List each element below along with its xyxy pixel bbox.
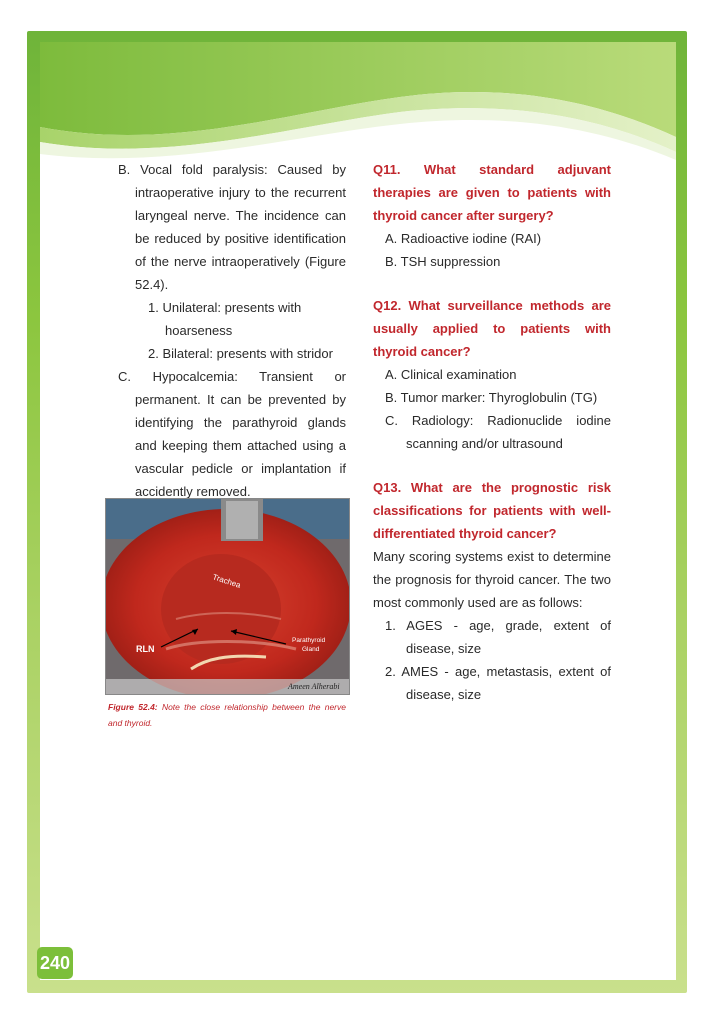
q11-answer-b: B. TSH suppression xyxy=(385,254,501,269)
label-parathyroid: Parathyroid xyxy=(292,637,326,644)
page-number: 240 xyxy=(37,947,73,979)
surgical-figure xyxy=(105,498,350,695)
figure-caption xyxy=(108,699,346,731)
q13-body: Many scoring systems exist to determine the prognosis for thyroid cancer. The two most commonly used are as follows: xyxy=(373,549,611,610)
header-wave-decoration xyxy=(40,42,676,162)
complication-b: B. Vocal fold paralysis: Caused by intraoperative injury to the recurrent laryngeal nerve. The incidence can be reduced by positive identification of the nerve intraoperatively (Figure 52.4). xyxy=(118,162,346,292)
question-q13: Q13. What are the prognostic risk classifications for patients with well-differentiated thyroid cancer? xyxy=(373,480,611,541)
q13-list-item-1: 1. AGES - age, grade, extent of disease, size xyxy=(385,618,611,656)
question-q12: Q12. What surveillance methods are usually applied to patients with thyroid cancer? xyxy=(373,298,611,359)
figure-caption-text: Note the close relationship between the nerve and thyroid. xyxy=(108,702,346,728)
label-photo-credit: Ameen Alherabi xyxy=(288,682,340,691)
complication-b-sub-2: 2. Bilateral: presents with stridor xyxy=(148,346,333,361)
surgical-photo xyxy=(106,499,349,694)
label-rln: RLN xyxy=(136,644,155,654)
q12-answer-a: A. Clinical examination xyxy=(385,367,517,382)
right-column xyxy=(373,158,611,706)
left-column xyxy=(118,158,346,503)
q13-list-item-2: 2. AMES - age, metastasis, extent of disease, size xyxy=(385,664,611,702)
question-q11: Q11. What standard adjuvant therapies are given to patients with thyroid cancer after surgery? xyxy=(373,162,611,223)
complication-c: C. Hypocalcemia: Transient or permanent. It can be prevented by identifying the parathyroid glands and keeping them attached using a vascular pedicle or implantation if accidently removed. xyxy=(118,369,346,499)
q12-answer-b: B. Tumor marker: Thyroglobulin (TG) xyxy=(385,390,598,405)
q11-answer-a: A. Radioactive iodine (RAI) xyxy=(385,231,542,246)
q12-answer-c: C. Radiology: Radionuclide iodine scanning and/or ultrasound xyxy=(385,413,611,451)
complication-b-sub-1: 1. Unilateral: presents with hoarseness xyxy=(148,300,302,338)
label-trachea: Trachea xyxy=(211,572,242,590)
figure-caption-label: Figure 52.4: xyxy=(108,702,158,712)
label-gland: Gland xyxy=(302,646,320,653)
